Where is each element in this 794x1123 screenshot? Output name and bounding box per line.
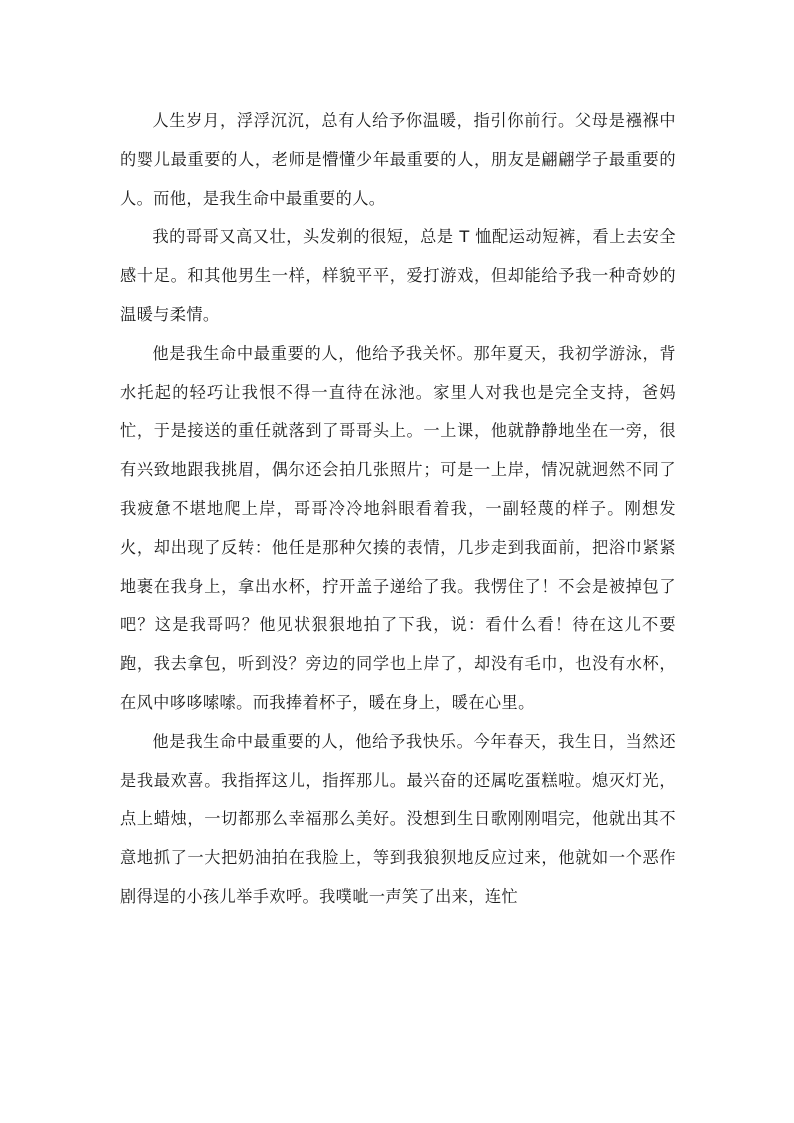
paragraph-brother-description: 我的哥哥又高又壮，头发剃的很短，总是 T 恤配运动短裤，看上去安全感十足。和其他男生一样，样貌平平，爱打游戏，但却能给予我一种奇妙的温暖与柔情。 — [120, 227, 676, 324]
paragraph-care-story: 他是我生命中最重要的人，他给予我关怀。那年夏天，我初学游泳，背水托起的轻巧让我恨不得一直待在泳池。家里人对我也是完全支持，爸妈忙，于是接送的重任就落到了哥哥头上。一上课，他就静静地坐在一旁，很有兴致地跟我挑眉，偶尔还会拍几张照片；可是一上岸，情况就迥然不同了我疲惫不堪地爬上岸，哥哥冷冷地斜眼看着我，一副轻蔑的样子。刚想发火，却出现了反转：他任是那种欠揍的表情，几步走到我面前，把浴巾紧紧地裹在我身上，拿出水杯，拧开盖子递给了我。我愣住了！不会是被掉包了吧？这是我哥吗？他见状狠狠地拍了下我，说：看什么看！待在这儿不要跑，我去拿包，听到没？旁边的同学也上岸了，却没有毛巾，也没有水杯，在风中哆哆嗦嗦。而我捧着杯子，暖在身上，暖在心里。 — [120, 343, 676, 712]
paragraph-joy-story: 他是我生命中最重要的人，他给予我快乐。今年春天，我生日，当然还是我最欢喜。我指挥这儿，指挥那儿。最兴奋的还属吃蛋糕啦。熄灭灯光，点上蜡烛，一切都那么幸福那么美好。没想到生日歌刚刚唱完，他就出其不意地抓了一大把奶油拍在我脸上，等到我狼狈地反应过来，他就如一个恶作剧得逞的小孩儿举手欢呼。我噗呲一声笑了出来，连忙 — [120, 731, 676, 906]
document-body — [120, 102, 676, 917]
paragraph-intro: 人生岁月，浮浮沉沉，总有人给予你温暖，指引你前行。父母是襁褓中的婴儿最重要的人，老师是懵懂少年最重要的人，朋友是翩翩学子最重要的人。而他，是我生命中最重要的人。 — [120, 111, 676, 208]
